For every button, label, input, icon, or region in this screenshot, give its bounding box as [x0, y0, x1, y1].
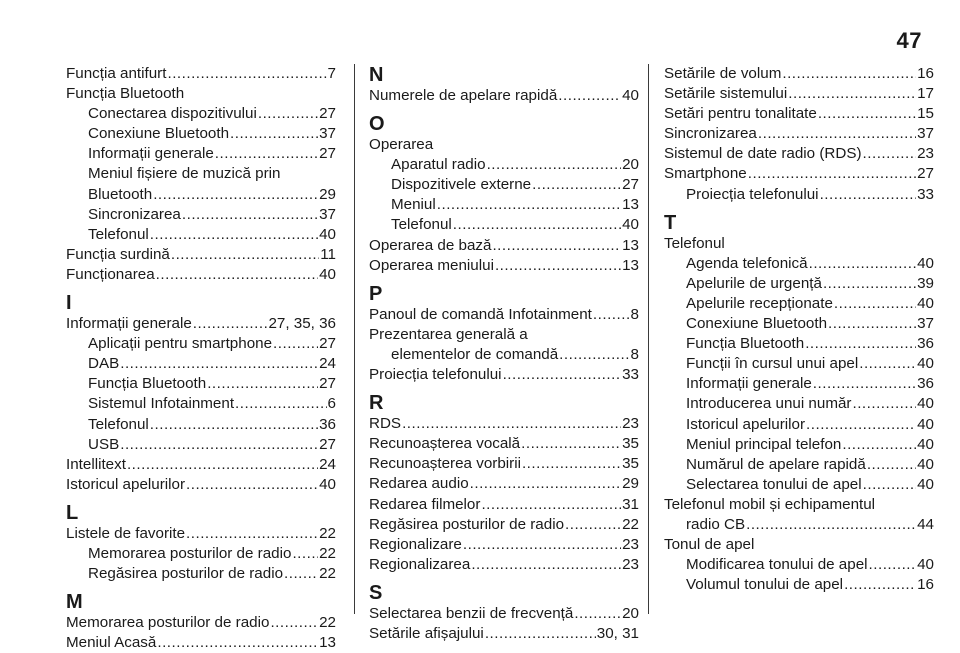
index-term: Operarea de bază — [369, 236, 492, 254]
page-reference: 37 — [319, 205, 336, 223]
index-entry — [66, 475, 336, 495]
index-entry — [369, 256, 639, 276]
page-reference: 40 — [917, 556, 934, 574]
index-term: Selectarea benzii de frecvență — [369, 604, 574, 622]
index-subentry — [664, 334, 934, 354]
index-term: Smartphone — [664, 165, 747, 183]
page-reference: 23 — [622, 535, 639, 553]
page-reference: 39 — [917, 274, 934, 292]
index-subentry — [664, 555, 934, 575]
dot-leader — [558, 86, 621, 106]
page-reference: 8 — [630, 345, 639, 363]
page-reference: 27 — [319, 435, 336, 453]
index-entry — [369, 305, 639, 325]
index-term: Informații generale — [686, 375, 812, 393]
index-subentry — [369, 175, 639, 195]
index-term: Funcția Bluetooth — [88, 375, 207, 393]
dot-leader — [127, 455, 318, 475]
index-entry — [664, 84, 934, 104]
dot-leader — [820, 185, 917, 205]
index-entry-heading: Telefonul — [664, 234, 725, 252]
index-subentry — [664, 435, 934, 455]
dot-leader — [805, 334, 916, 354]
index-entry — [664, 64, 934, 84]
index-term: Proiecția telefonului — [686, 185, 819, 203]
index-entry — [664, 164, 934, 184]
dot-leader — [844, 575, 916, 595]
dot-leader — [182, 205, 318, 225]
dot-leader — [818, 104, 916, 124]
page-reference: 16 — [917, 65, 934, 82]
page-reference: 40 — [622, 216, 639, 234]
page-reference: 36 — [917, 375, 934, 393]
index-entry — [369, 535, 639, 555]
dot-leader — [402, 414, 621, 434]
page-reference: 27 — [319, 105, 336, 123]
dot-leader — [863, 475, 916, 495]
page-reference: 8 — [630, 305, 639, 323]
page-reference: 15 — [917, 105, 934, 123]
index-entry — [66, 265, 336, 285]
index-term: Bluetooth — [88, 185, 153, 203]
index-entry — [66, 524, 336, 544]
index-entry — [369, 624, 639, 644]
page-reference: 27 — [319, 375, 336, 393]
index-term: Sincronizarea — [88, 205, 181, 223]
dot-leader — [532, 175, 621, 195]
index-term: Proiecția telefonului — [369, 366, 502, 384]
index-term: Setări pentru tonalitate — [664, 105, 817, 123]
index-term: DAB — [88, 355, 120, 373]
index-term: Regionalizare — [369, 535, 462, 553]
index-entry — [66, 633, 336, 653]
index-term: Informații generale — [88, 145, 214, 163]
dot-leader — [215, 144, 318, 164]
page-reference: 40 — [917, 475, 934, 493]
index-subentry — [66, 185, 336, 205]
index-subentry — [369, 155, 639, 175]
index-entry — [369, 495, 639, 515]
index-subentry — [66, 124, 336, 144]
index-term: Memorarea posturilor de radio — [88, 544, 292, 562]
dot-leader — [193, 314, 268, 334]
index-subentry — [664, 374, 934, 394]
dot-leader — [813, 374, 916, 394]
index-entry — [664, 144, 934, 164]
dot-leader — [235, 394, 327, 414]
dot-leader — [503, 365, 622, 385]
index-subentry — [66, 564, 336, 584]
dot-leader — [748, 164, 916, 184]
index-subentry — [664, 394, 934, 414]
index-term: Telefonul — [88, 415, 149, 433]
index-entry — [369, 515, 639, 535]
dot-leader — [863, 144, 917, 164]
page-reference: 37 — [917, 125, 934, 143]
page-reference: 22 — [622, 515, 639, 533]
page-reference: 22 — [319, 544, 336, 562]
dot-leader — [859, 354, 916, 374]
index-term: Funcția surdină — [66, 245, 170, 263]
index-subentry — [66, 144, 336, 164]
index-subentry — [369, 345, 639, 365]
page-reference: 40 — [917, 455, 934, 473]
index-subentry — [664, 294, 934, 314]
index-term: Istoricul apelurilor — [686, 415, 806, 433]
page-reference: 7 — [327, 65, 336, 82]
index-term: Intellitext — [66, 455, 126, 473]
page-reference: 24 — [319, 355, 336, 373]
dot-leader — [167, 64, 326, 84]
page-reference: 27 — [917, 165, 934, 183]
page-reference: 22 — [319, 565, 336, 583]
page-reference: 27 — [319, 335, 336, 353]
index-subentry — [66, 354, 336, 374]
dot-leader — [156, 265, 318, 285]
dot-leader — [150, 225, 318, 245]
index-subentry — [664, 274, 934, 294]
index-subentry — [664, 354, 934, 374]
index-entry — [369, 474, 639, 494]
page-reference: 11 — [320, 245, 336, 263]
dot-leader — [186, 524, 318, 544]
page-reference: 13 — [622, 236, 639, 254]
dot-leader — [522, 454, 621, 474]
index-column-3 — [664, 64, 934, 595]
index-term: Operarea meniului — [369, 256, 494, 274]
dot-leader — [153, 185, 318, 205]
index-subentry — [664, 455, 934, 475]
dot-leader — [782, 64, 916, 84]
index-subentry — [66, 225, 336, 245]
index-term: USB — [88, 435, 120, 453]
dot-leader — [495, 256, 621, 276]
index-entry-heading: Prezentarea generală a — [369, 325, 528, 343]
index-term: Setările de volum — [664, 65, 782, 82]
dot-leader — [828, 314, 916, 334]
dot-leader — [559, 345, 629, 365]
dot-leader — [758, 124, 916, 144]
index-entry — [664, 124, 934, 144]
index-term: Regăsirea posturilor de radio — [369, 515, 565, 533]
page-reference: 37 — [917, 315, 934, 333]
page-reference: 40 — [917, 395, 934, 413]
index-term: Volumul tonului de apel — [686, 576, 844, 594]
page-reference: 22 — [319, 524, 336, 542]
index-term: Funcția Bluetooth — [686, 335, 805, 353]
index-section-letter: I — [66, 292, 72, 315]
index-term: Setările afișajului — [369, 624, 484, 642]
index-subentry — [664, 314, 934, 334]
page-reference: 40 — [319, 225, 336, 243]
index-term: Introducerea unui număr — [686, 395, 852, 413]
column-divider — [648, 64, 649, 614]
index-entry — [369, 86, 639, 106]
index-subentry — [369, 215, 639, 235]
index-entry — [66, 64, 336, 84]
page-reference: 40 — [917, 435, 934, 453]
index-subentry — [66, 205, 336, 225]
index-term: Regăsirea posturilor de radio — [88, 565, 284, 583]
page-reference: 29 — [319, 185, 336, 203]
index-term: Telefonul — [88, 225, 149, 243]
index-term: Redarea filmelor — [369, 495, 481, 513]
index-subentry — [66, 435, 336, 455]
index-term: Telefonul — [391, 216, 452, 234]
index-entry — [369, 365, 639, 385]
dot-leader — [270, 613, 318, 633]
index-entry-heading: Operarea — [369, 136, 434, 154]
index-entry-heading: Telefonul mobil și echipamentul — [664, 495, 876, 513]
page-reference: 40 — [622, 87, 639, 104]
index-term: Sistemul de date radio (RDS) — [664, 145, 862, 163]
index-term: Regionalizarea — [369, 555, 471, 573]
page-reference: 33 — [622, 366, 639, 384]
index-subentry — [664, 515, 934, 535]
page-reference: 29 — [622, 475, 639, 493]
index-columns — [0, 64, 960, 652]
dot-leader — [471, 555, 621, 575]
page-reference: 23 — [622, 415, 639, 433]
page-reference: 22 — [319, 614, 336, 632]
page-number: 47 — [896, 28, 922, 53]
dot-leader — [463, 535, 621, 555]
page-reference: 13 — [622, 196, 639, 214]
index-term: Meniul Acasă — [66, 634, 157, 652]
page-reference: 24 — [319, 455, 336, 473]
dot-leader — [481, 495, 621, 515]
index-subentry — [664, 415, 934, 435]
page-reference: 13 — [319, 634, 336, 652]
index-term: Recunoașterea vocală — [369, 435, 521, 453]
dot-leader — [593, 305, 630, 325]
index-section-letter: M — [66, 591, 83, 614]
dot-leader — [470, 474, 621, 494]
dot-leader — [867, 455, 916, 475]
page-reference: 37 — [319, 125, 336, 143]
page-reference: 40 — [917, 254, 934, 272]
index-section-letter: P — [369, 282, 383, 305]
index-subentry — [664, 254, 934, 274]
index-subentry — [664, 475, 934, 495]
page-reference: 20 — [622, 156, 639, 174]
page-reference: 40 — [319, 265, 336, 283]
index-entry — [369, 604, 639, 624]
dot-leader — [487, 155, 622, 175]
index-entry-heading: Tonul de apel — [664, 536, 755, 554]
page-reference: 33 — [917, 185, 934, 203]
index-term: elementelor de comandă — [391, 345, 559, 363]
index-term: Conexiune Bluetooth — [88, 125, 230, 143]
index-term: Setările sistemului — [664, 85, 788, 103]
index-entry — [369, 454, 639, 474]
page-reference: 35 — [622, 435, 639, 453]
index-section-letter: L — [66, 501, 79, 524]
dot-leader — [437, 195, 621, 215]
page-reference: 30, 31 — [596, 624, 639, 642]
index-section-letter: T — [664, 211, 677, 234]
dot-leader — [157, 633, 318, 653]
dot-leader — [207, 374, 318, 394]
index-subentry — [66, 334, 336, 354]
index-subentry — [664, 185, 934, 205]
dot-leader — [258, 104, 318, 124]
index-entry — [66, 314, 336, 334]
page-reference: 44 — [917, 515, 934, 533]
index-term: Informații generale — [66, 315, 192, 333]
dot-leader — [273, 334, 318, 354]
index-term: Conectarea dispozitivului — [88, 105, 257, 123]
index-subentry — [66, 374, 336, 394]
index-term: Funcționarea — [66, 265, 155, 283]
dot-leader — [492, 236, 621, 256]
index-term: Apelurile de urgență — [686, 274, 822, 292]
index-term: Memorarea posturilor de radio — [66, 614, 270, 632]
index-entry — [369, 236, 639, 256]
dot-leader — [565, 515, 621, 535]
dot-leader — [842, 435, 916, 455]
index-term: Modificarea tonului de apel — [686, 556, 868, 574]
index-term: Conexiune Bluetooth — [686, 315, 828, 333]
page-reference: 40 — [917, 294, 934, 312]
index-term: Sincronizarea — [664, 125, 757, 143]
index-entry — [369, 434, 639, 454]
index-term: radio CB — [686, 515, 746, 533]
index-term: Numărul de apelare rapidă — [686, 455, 866, 473]
index-subentry — [66, 394, 336, 414]
index-entry — [664, 104, 934, 124]
dot-leader — [788, 84, 916, 104]
index-term: Istoricul apelurilor — [66, 475, 186, 493]
index-section-letter: N — [369, 64, 384, 86]
dot-leader — [485, 624, 596, 644]
index-term: Dispozitivele externe — [391, 176, 532, 194]
index-entry — [66, 455, 336, 475]
dot-leader — [869, 555, 917, 575]
dot-leader — [852, 394, 916, 414]
dot-leader — [809, 254, 916, 274]
index-term: RDS — [369, 415, 402, 433]
page-reference: 23 — [917, 145, 934, 163]
index-term: Panoul de comandă Infotainment — [369, 305, 592, 323]
dot-leader — [746, 515, 916, 535]
page-reference: 6 — [327, 395, 336, 413]
page-reference: 36 — [319, 415, 336, 433]
index-term: Numerele de apelare rapidă — [369, 87, 558, 104]
index-term: Funcții în cursul unui apel — [686, 355, 859, 373]
column-divider — [354, 64, 355, 614]
page-reference: 20 — [622, 604, 639, 622]
page-reference: 23 — [622, 555, 639, 573]
dot-leader — [150, 415, 318, 435]
index-term: Redarea audio — [369, 475, 469, 493]
index-entry — [66, 245, 336, 265]
index-term: Sistemul Infotainment — [88, 395, 235, 413]
index-term: Selectarea tonului de apel — [686, 475, 862, 493]
dot-leader — [823, 274, 916, 294]
dot-leader — [171, 245, 319, 265]
dot-leader — [186, 475, 318, 495]
index-entry-heading: Funcția Bluetooth — [66, 85, 185, 103]
index-subentry — [66, 104, 336, 124]
page-reference: 27, 35, 36 — [268, 315, 336, 333]
index-term: Listele de favorite — [66, 524, 186, 542]
page-reference: 40 — [917, 355, 934, 373]
index-term: Recunoașterea vorbirii — [369, 455, 521, 473]
index-subentry — [66, 415, 336, 435]
index-subentry — [66, 544, 336, 564]
index-entry — [369, 414, 639, 434]
index-term: Meniul — [391, 196, 436, 214]
dot-leader — [834, 294, 916, 314]
page-reference: 36 — [917, 335, 934, 353]
index-term: Agenda telefonică — [686, 254, 808, 272]
dot-leader — [806, 415, 916, 435]
dot-leader — [521, 434, 621, 454]
dot-leader — [230, 124, 318, 144]
dot-leader — [284, 564, 318, 584]
index-section-letter: S — [369, 581, 383, 604]
index-term: Apelurile recepționate — [686, 294, 833, 312]
page-reference: 40 — [917, 415, 934, 433]
page-reference: 17 — [917, 85, 934, 103]
index-subentry — [369, 195, 639, 215]
page-reference: 35 — [622, 455, 639, 473]
page-reference: 16 — [917, 576, 934, 594]
dot-leader — [453, 215, 621, 235]
index-column-2 — [369, 64, 639, 644]
page-reference: 31 — [622, 495, 639, 513]
page-reference: 40 — [319, 475, 336, 493]
index-term: Aparatul radio — [391, 156, 486, 174]
index-section-letter: O — [369, 113, 385, 136]
index-term: Aplicații pentru smartphone — [88, 335, 273, 353]
index-entry — [369, 555, 639, 575]
index-entry — [66, 613, 336, 633]
page-reference: 27 — [622, 176, 639, 194]
index-subentry — [664, 575, 934, 595]
index-subentry-heading: Meniul fișiere de muzică prin — [88, 165, 281, 183]
page-reference: 27 — [319, 145, 336, 163]
index-column-1 — [66, 64, 336, 653]
page-reference: 13 — [622, 256, 639, 274]
dot-leader — [574, 604, 621, 624]
index-section-letter: R — [369, 392, 384, 415]
dot-leader — [292, 544, 318, 564]
index-term: Meniul principal telefon — [686, 435, 842, 453]
dot-leader — [120, 354, 318, 374]
index-term: Funcția antifurt — [66, 65, 167, 82]
dot-leader — [120, 435, 318, 455]
